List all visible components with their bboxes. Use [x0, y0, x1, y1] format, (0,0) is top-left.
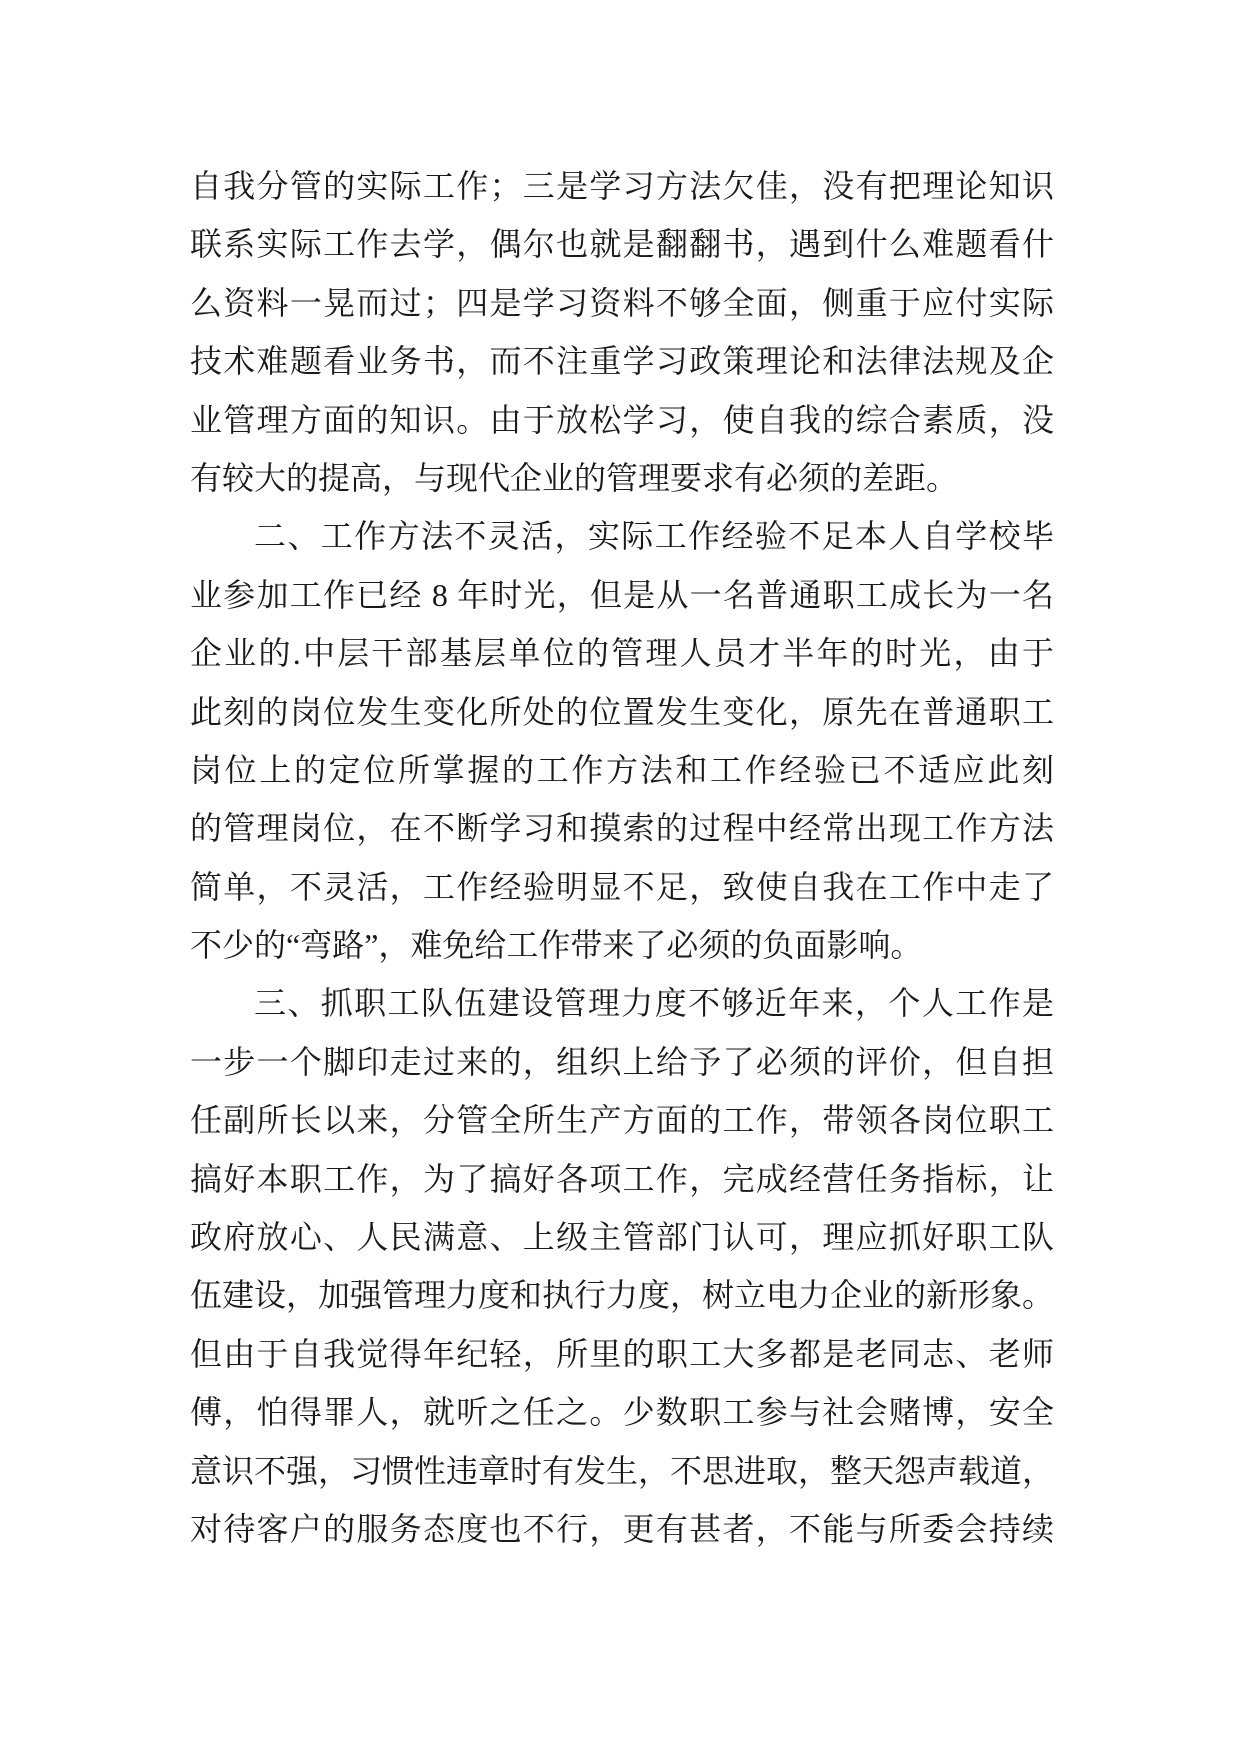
text-line: 自我分管的实际工作；三是学习方法欠佳，没有把理论知识 — [190, 168, 1054, 204]
text-line: 简单，不灵活，工作经验明显不足，致使自我在工作中走了 — [190, 868, 1054, 905]
text-line: 三、抓职工队伍建设管理力度不够近年来，个人工作是 — [254, 985, 1054, 1022]
text-line: 联系实际工作去学，偶尔也就是翻翻书，遇到什么难题看什 — [190, 226, 1054, 263]
text-line: 对待客户的服务态度也不行，更有甚者，不能与所委会持续 — [190, 1510, 1054, 1547]
text-line: 业参加工作已经 8 年时光，但是从一名普通职工成长为一名 — [190, 576, 1054, 613]
text-line: 岗位上的定位所掌握的工作方法和工作经验已不适应此刻 — [190, 751, 1054, 788]
text-line: 但由于自我觉得年纪轻，所里的职工大多都是老同志、老师 — [190, 1335, 1054, 1372]
text-line: 任副所长以来，分管全所生产方面的工作，带领各岗位职工 — [190, 1102, 1054, 1139]
text-line: 的管理岗位，在不断学习和摸索的过程中经常出现工作方法 — [190, 810, 1054, 847]
paragraph — [190, 157, 1054, 507]
paragraph — [190, 974, 1054, 1558]
text-line: 业管理方面的知识。由于放松学习，使自我的综合素质，没 — [190, 401, 1054, 438]
text-line: 么资料一晃而过；四是学习资料不够全面，侧重于应付实际 — [190, 284, 1054, 321]
text-line: 不少的“弯路”，难免给工作带来了必须的负面影响。 — [190, 927, 923, 964]
text-line: 搞好本职工作，为了搞好各项工作，完成经营任务指标，让 — [190, 1160, 1054, 1197]
text-line: 二、工作方法不灵活，实际工作经验不足本人自学校毕 — [254, 518, 1054, 555]
text-line: 有较大的提高，与现代企业的管理要求有必须的差距。 — [190, 459, 959, 496]
text-line: 技术难题看业务书，而不注重学习政策理论和法律法规及企 — [190, 343, 1054, 380]
text-line: 意识不强，习惯性违章时有发生，不思进取，整天怨声载道， — [190, 1452, 1054, 1489]
text-line: 企业的.中层干部基层单位的管理人员才半年的时光，由于 — [190, 635, 1054, 672]
text-line: 一步一个脚印走过来的，组织上给予了必须的评价，但自担 — [190, 1043, 1054, 1080]
text-line: 伍建设，加强管理力度和执行力度，树立电力企业的新形象。 — [190, 1277, 1054, 1314]
text-line: 此刻的岗位发生变化所处的位置发生变化，原先在普通职工 — [190, 693, 1054, 730]
text-block — [190, 157, 1054, 1558]
text-line: 政府放心、人民满意、上级主管部门认可，理应抓好职工队 — [190, 1219, 1054, 1256]
paragraph — [190, 507, 1054, 974]
text-line: 傅，怕得罪人，就听之任之。少数职工参与社会赌博，安全 — [190, 1394, 1054, 1431]
